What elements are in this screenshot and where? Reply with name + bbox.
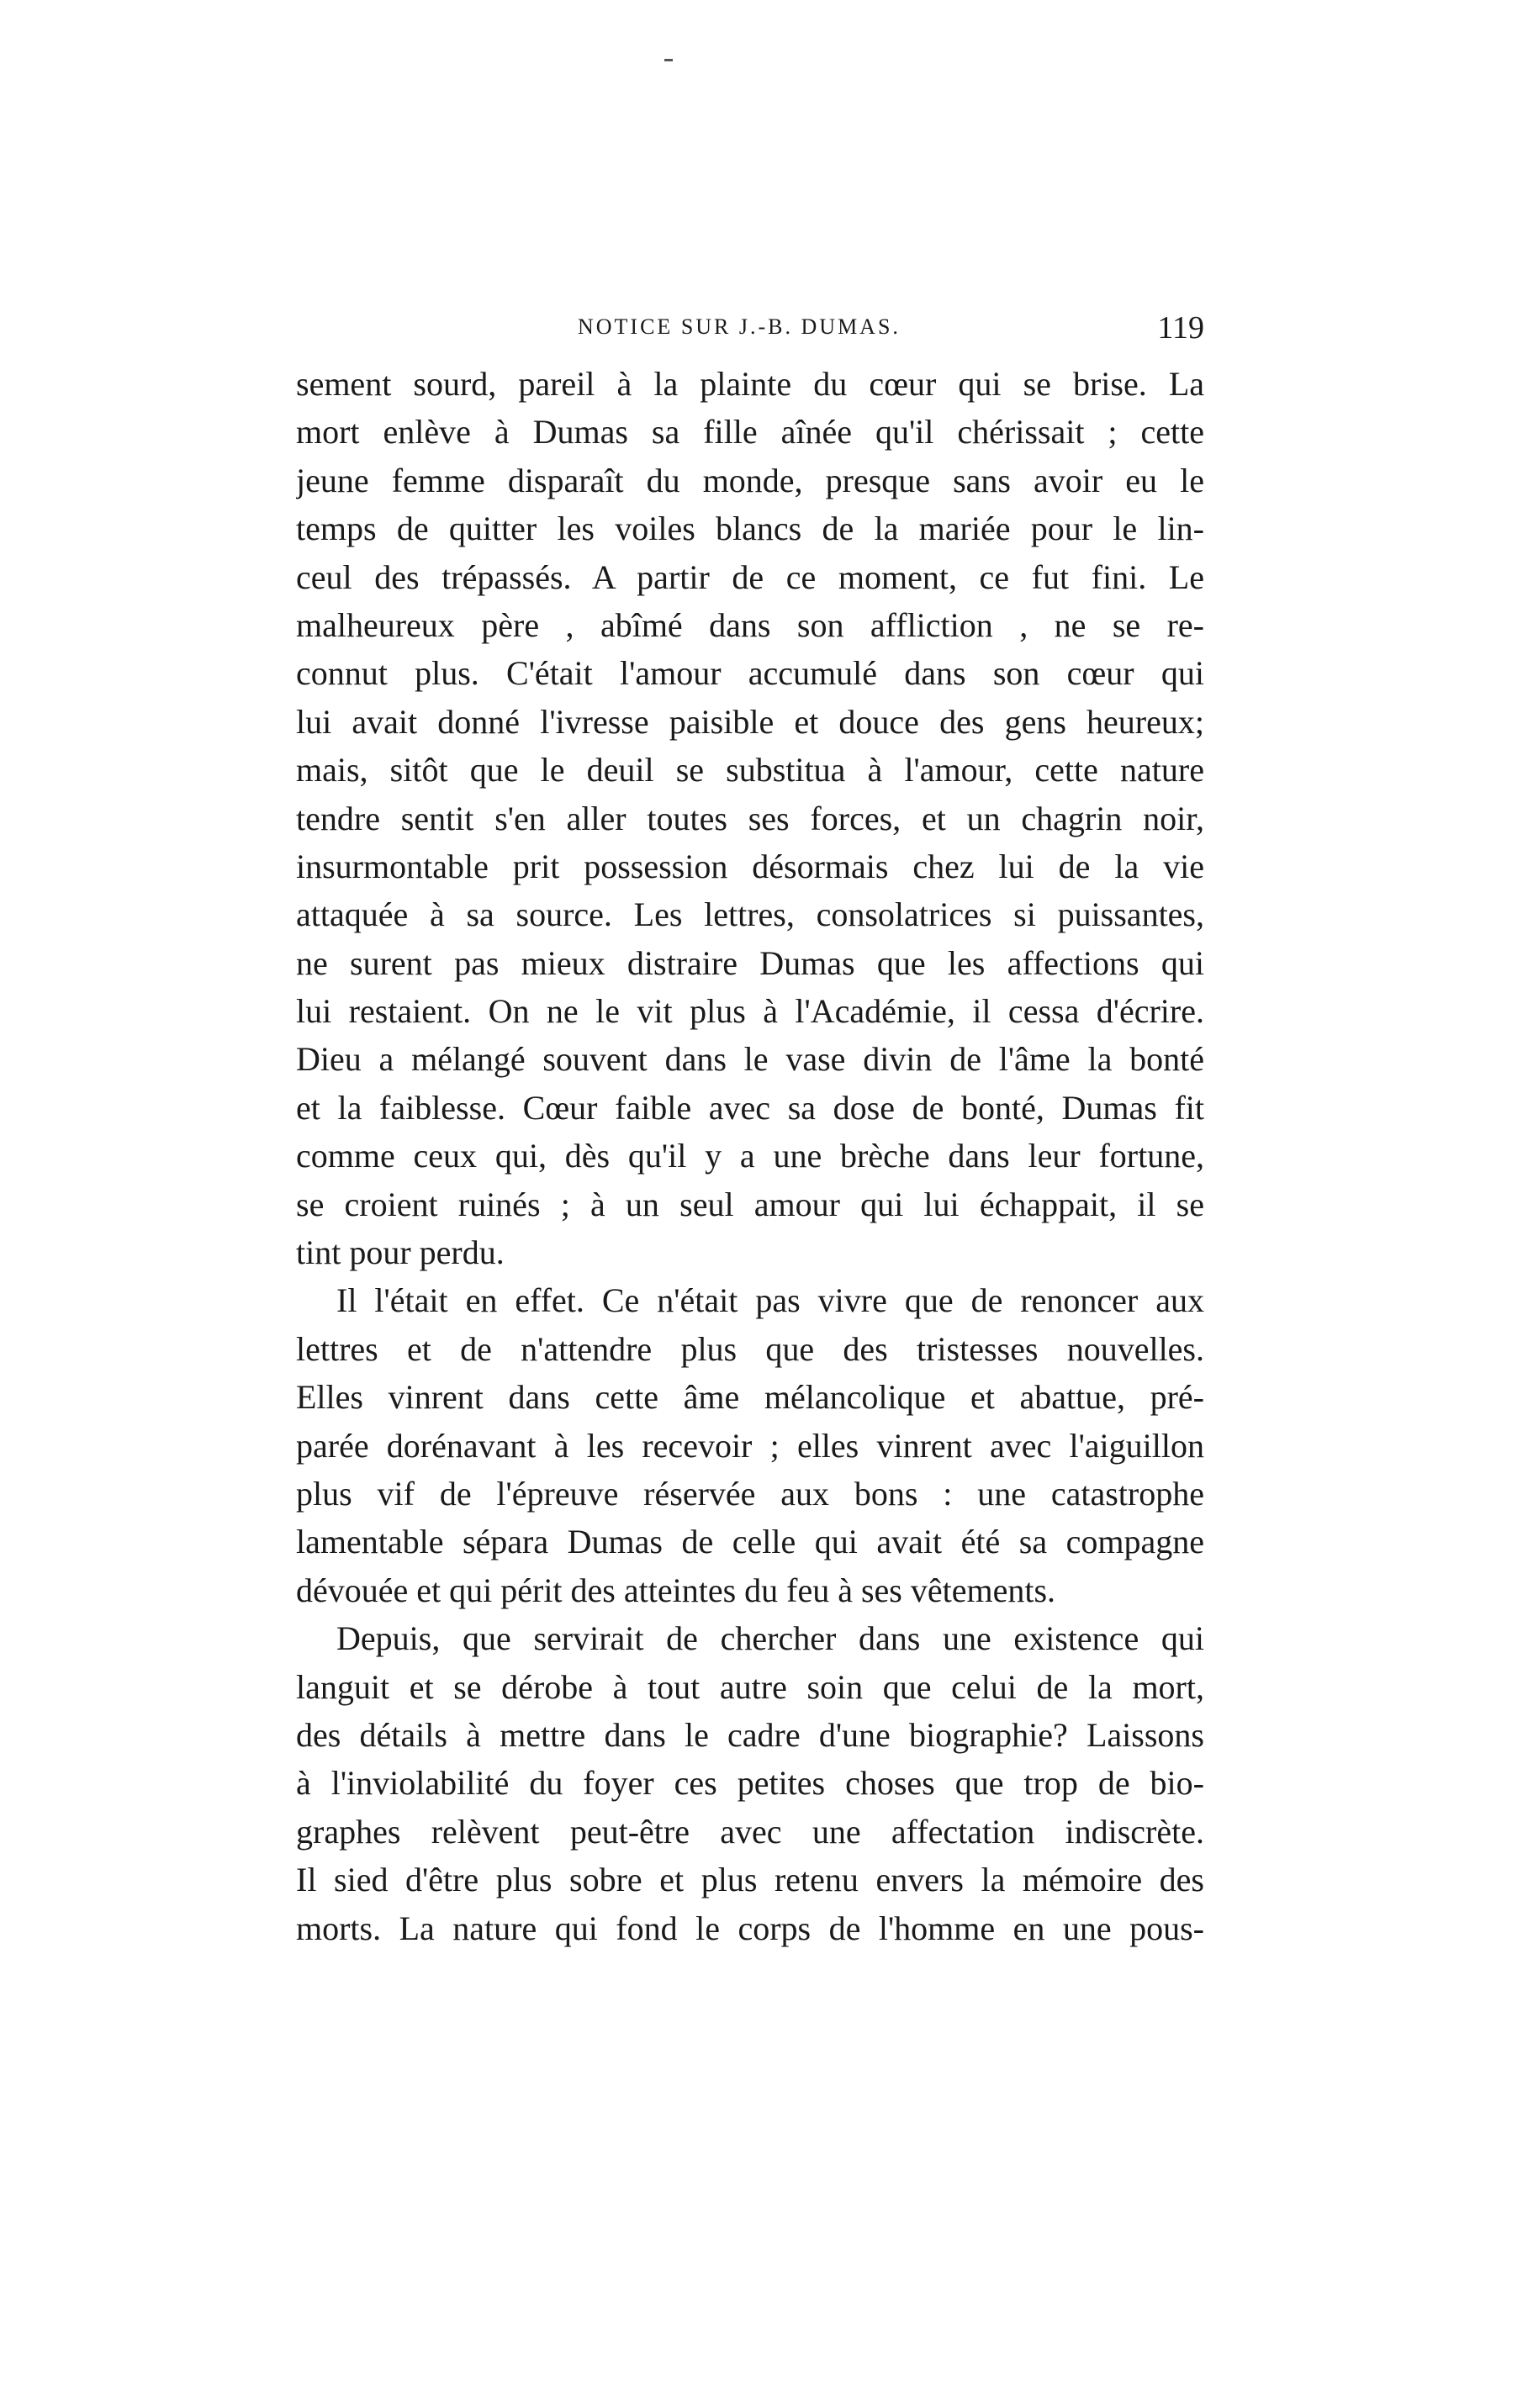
text-line: se croient ruinés ; à un seul amour qui lui échappait, il se xyxy=(296,1185,1204,1223)
running-title: NOTICE SUR J.-B. DUMAS. xyxy=(578,314,901,339)
text-line: tint pour perdu. xyxy=(296,1233,505,1272)
text-line: jeune femme disparaît du monde, presque sans avoir eu le xyxy=(296,461,1204,499)
text-line: des détails à mettre dans le cadre d'une biographie? Laissons xyxy=(296,1715,1204,1754)
text-line: dévouée et qui périt des atteintes du feu à ses vêtements. xyxy=(296,1571,1056,1609)
text-line: Il l'était en effet. Ce n'était pas vivre que de renoncer aux xyxy=(336,1281,1204,1320)
text-line: ne surent pas mieux distraire Dumas que les affections qui xyxy=(296,943,1204,982)
text-line: lettres et de n'attendre plus que des tristesses nouvelles. xyxy=(296,1329,1204,1368)
text-line: lamentable sépara Dumas de celle qui avait été sa compagne xyxy=(296,1523,1204,1561)
text-line: insurmontable prit possession désormais chez lui de la vie xyxy=(296,847,1204,885)
text-line: mais, sitôt que le deuil se substitua à l'amour, cette nature xyxy=(296,751,1204,789)
body-text xyxy=(296,360,1204,1952)
text-line: sement sourd, pareil à la plainte du cœur qui se brise. La xyxy=(296,365,1204,403)
text-line: lui avait donné l'ivresse paisible et douce des gens heureux; xyxy=(296,702,1204,741)
text-line: et la faiblesse. Cœur faible avec sa dose de bonté, Dumas fit xyxy=(296,1088,1204,1127)
text-line: tendre sentit s'en aller toutes ses forces, et un chagrin noir, xyxy=(296,799,1204,837)
text-line: graphes relèvent peut-être avec une affectation indiscrète. xyxy=(296,1812,1204,1851)
text-line: Elles vinrent dans cette âme mélancolique et abattue, pré- xyxy=(296,1378,1204,1417)
text-line: connut plus. C'était l'amour accumulé dans son cœur qui xyxy=(296,654,1204,693)
text-line: malheureux père , abîmé dans son affliction , ne se re- xyxy=(296,605,1204,644)
text-line: mort enlève à Dumas sa fille aînée qu'il chérissait ; cette xyxy=(296,413,1204,452)
text-line: attaquée à sa source. Les lettres, consolatrices si puissantes, xyxy=(296,895,1204,934)
text-line: plus vif de l'épreuve réservée aux bons : une catastrophe xyxy=(296,1474,1204,1513)
text-line: comme ceux qui, dès qu'il y a une brèche dans leur fortune, xyxy=(296,1137,1204,1175)
stray-mark xyxy=(664,59,673,61)
page-number: 119 xyxy=(1157,310,1204,346)
text-line: ceul des trépassés. A partir de ce moment, ce fut fini. Le xyxy=(296,557,1204,596)
text-line: Il sied d'être plus sobre et plus retenu envers la mémoire des xyxy=(296,1861,1204,1899)
text-line: Dieu a mélangé souvent dans le vase divin de l'âme la bonté xyxy=(296,1040,1204,1079)
text-line: temps de quitter les voiles blancs de la mariée pour le lin- xyxy=(296,510,1204,548)
running-head xyxy=(296,309,1204,353)
text-line: Depuis, que servirait de chercher dans une existence qui xyxy=(336,1619,1204,1658)
text-line: parée dorénavant à les recevoir ; elles vinrent avec l'aiguillon xyxy=(296,1426,1204,1465)
text-line: languit et se dérobe à tout autre soin que celui de la mort, xyxy=(296,1667,1204,1706)
text-line: lui restaient. On ne le vit plus à l'Académie, il cessa d'écrire. xyxy=(296,992,1204,1031)
text-line: morts. La nature qui fond le corps de l'homme en une pous- xyxy=(296,1909,1204,1947)
text-line: à l'inviolabilité du foyer ces petites choses que trop de bio- xyxy=(296,1764,1204,1803)
